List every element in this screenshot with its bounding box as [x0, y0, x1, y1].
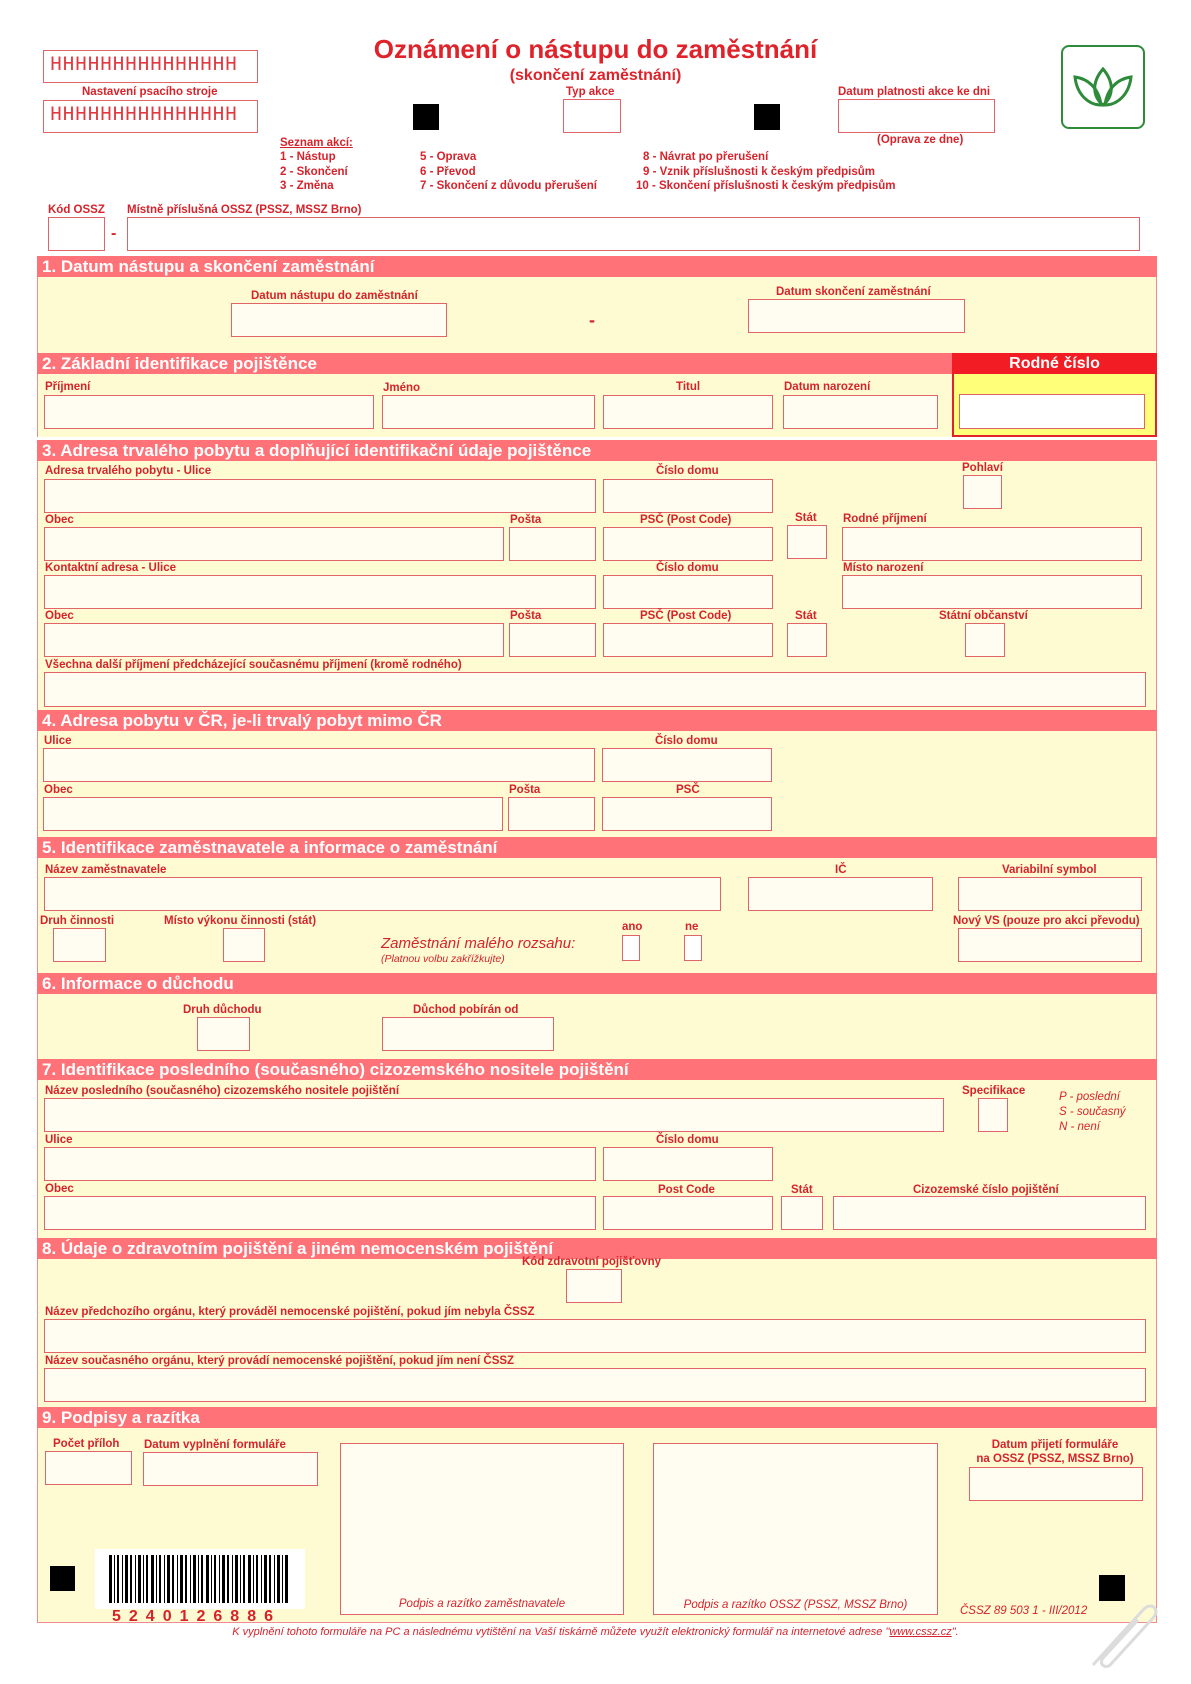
post-code-label: Post Code — [658, 1184, 715, 1196]
druh-duchodu-label: Druh důchodu — [183, 1004, 262, 1016]
misto-vykonu-label: Místo výkonu činnosti (stát) — [164, 915, 317, 927]
post-code-input[interactable] — [603, 1196, 773, 1230]
maly-rozsah-label: Zaměstnání malého rozsahu: — [381, 935, 576, 952]
section-2-header: 2. Základní identifikace pojištěnce — [37, 353, 952, 374]
spec-n-hint: N - není — [1059, 1121, 1100, 1133]
form-code: ČSSZ 89 503 1 - III/2012 — [960, 1605, 1088, 1617]
titul-input[interactable] — [603, 395, 773, 429]
section-9-header: 9. Podpisy a razítka — [37, 1407, 1157, 1428]
datum-platnosti-input[interactable] — [838, 99, 995, 133]
obec-input[interactable] — [44, 527, 504, 561]
nazev-zamestnavatele-label: Název zaměstnavatele — [45, 864, 167, 876]
datum-prijeti-input[interactable] — [969, 1467, 1143, 1501]
footer-note-text: K vyplnění tohoto formuláře na PC a následnému vytištění na Vaší tiskárně můžete využít elektronický formulář na internetové adrese " — [232, 1626, 890, 1638]
specifikace-input[interactable] — [978, 1098, 1008, 1132]
obec-label: Obec — [44, 784, 73, 796]
ulice-label: Adresa trvalého pobytu - Ulice — [45, 465, 212, 477]
form-subtitle: (skončení zaměstnání) — [509, 67, 682, 84]
kod-ossz-input[interactable] — [48, 217, 105, 251]
footer-note-end: ". — [951, 1626, 959, 1638]
podpis-zamestnavatele-box[interactable] — [340, 1443, 624, 1615]
pocet-priloh-label: Počet příloh — [53, 1438, 120, 1450]
rodne-cislo-input[interactable] — [959, 394, 1145, 429]
stat-2-input[interactable] — [787, 623, 827, 657]
section-1-header: 1. Datum nástupu a skončení zaměstnání — [37, 256, 1157, 277]
stat-2-label: Stát — [795, 610, 817, 622]
section-6-header: 6. Informace o důchodu — [37, 973, 1157, 994]
rodne-prijmeni-input[interactable] — [842, 527, 1142, 561]
stat-input[interactable] — [787, 525, 827, 559]
obec-label: Obec — [45, 514, 74, 526]
posta-label: Pošta — [510, 514, 542, 526]
psc-label: PSČ — [676, 784, 700, 796]
cizo-cislo-label: Cizozemské číslo pojištění — [913, 1184, 1059, 1196]
stat-label: Stát — [791, 1184, 813, 1196]
specifikace-label: Specifikace — [962, 1085, 1026, 1097]
barcode-icon — [95, 1549, 305, 1609]
psc-2-label: PSČ (Post Code) — [640, 610, 732, 622]
registration-mark — [413, 104, 439, 130]
podpis-ossz-box[interactable] — [653, 1443, 938, 1615]
dalsi-prijmeni-label: Všechna další příjmení předcházející současnému příjmení (kromě rodného) — [45, 659, 462, 671]
psc-label: PSČ (Post Code) — [640, 514, 732, 526]
action-list-item: 5 - Oprava — [420, 151, 477, 163]
section-4-header: 4. Adresa pobytu v ČR, je-li trvalý pobyt mimo ČR — [37, 710, 1157, 731]
datum-platnosti-label: Datum platnosti akce ke dni — [838, 86, 991, 98]
action-list-item: 10 - Skončení příslušnosti k českým předpisům — [636, 180, 896, 192]
variabilni-symbol-input[interactable] — [958, 877, 1142, 911]
ne-label: ne — [685, 921, 699, 933]
printer-setting-field-top: HHHHHHHHHHHHHHH — [43, 50, 258, 83]
psc-input[interactable] — [603, 527, 773, 561]
registration-mark — [50, 1566, 75, 1591]
rodne-prijmeni-label: Rodné příjmení — [843, 513, 927, 525]
footer-note — [0, 1626, 1191, 1638]
datum-skonceni-input[interactable] — [748, 299, 965, 333]
novy-vs-label: Nový VS (pouze pro akci převodu) — [953, 915, 1140, 927]
posta-2-label: Pošta — [510, 610, 542, 622]
nazev-zamestnavatele-input[interactable] — [44, 877, 721, 911]
posta-input[interactable] — [509, 527, 596, 561]
seznam-akci-title: Seznam akcí: — [280, 137, 353, 149]
stat-input[interactable] — [781, 1196, 823, 1230]
date-range-dash: - — [589, 310, 595, 330]
duchod-pobiran-input[interactable] — [382, 1017, 554, 1051]
misto-vykonu-input[interactable] — [223, 928, 265, 962]
kod-ossz-label: Kód OSSZ — [48, 204, 105, 216]
posta-input[interactable] — [508, 797, 595, 831]
datum-vyplneni-label: Datum vyplnění formuláře — [144, 1439, 286, 1451]
cislo-domu-input[interactable] — [603, 479, 773, 513]
spec-p-hint: P - poslední — [1059, 1091, 1120, 1103]
datum-skonceni-label: Datum skončení zaměstnání — [776, 286, 931, 298]
platnou-volbu-hint: (Platnou volbu zakřížkujte) — [381, 953, 505, 965]
kontakt-ulice-label: Kontaktní adresa - Ulice — [45, 562, 177, 574]
mistne-ossz-label: Místně příslušná OSSZ (PSSZ, MSSZ Brno) — [127, 204, 362, 216]
obec-label: Obec — [45, 1183, 74, 1195]
cislo-domu-label: Číslo domu — [656, 1134, 719, 1146]
ulice-input[interactable] — [44, 479, 596, 513]
stat-label: Stát — [795, 512, 817, 524]
cislo-domu-2-label: Číslo domu — [656, 562, 719, 574]
ano-checkbox[interactable] — [622, 935, 640, 961]
ic-label: IČ — [835, 864, 847, 876]
dalsi-prijmeni-input[interactable] — [44, 672, 1146, 707]
obec-2-input[interactable] — [44, 623, 504, 657]
printer-setting-field-bottom: HHHHHHHHHHHHHHH — [43, 100, 258, 133]
cssz-logo — [1061, 45, 1145, 129]
cssz-link[interactable]: www.cssz.cz — [889, 1626, 952, 1638]
registration-mark — [754, 104, 780, 130]
ulice-label: Ulice — [44, 735, 72, 747]
obec-input[interactable] — [43, 797, 503, 831]
action-list-item: 3 - Změna — [280, 180, 334, 192]
kod-zp-input[interactable] — [566, 1269, 622, 1303]
datum-prijeti-label-2: na OSSZ (PSSZ, MSSZ Brno) — [976, 1453, 1134, 1465]
variabilni-symbol-label: Variabilní symbol — [1002, 864, 1097, 876]
cizo-cislo-input[interactable] — [833, 1196, 1146, 1230]
ulice-input[interactable] — [43, 748, 595, 782]
podpis-zamestnavatele-label: Podpis a razítko zaměstnavatele — [398, 1598, 566, 1610]
ano-label: ano — [622, 921, 643, 933]
soucasny-organ-input[interactable] — [44, 1368, 1146, 1402]
predchozi-organ-label: Název předchozího orgánu, který prováděl nemocenské pojištění, pokud jím nebyla ČSSZ — [45, 1306, 535, 1318]
cislo-domu-input[interactable] — [602, 748, 772, 782]
action-list-item: 7 - Skončení z důvodu přerušení — [420, 180, 598, 192]
datum-narozeni-input[interactable] — [783, 395, 938, 429]
printer-setting-label: Nastavení psacího stroje — [82, 86, 218, 98]
ic-input[interactable] — [748, 877, 933, 911]
spec-s-hint: S - současný — [1059, 1106, 1126, 1118]
posta-2-input[interactable] — [509, 623, 596, 657]
kod-zp-label: Kód zdravotní pojišťovny — [522, 1256, 662, 1268]
podpis-ossz-label: Podpis a razítko OSSZ (PSSZ, MSSZ Brno) — [683, 1599, 908, 1611]
action-list-item: 6 - Převod — [420, 166, 476, 178]
cislo-domu-2-input[interactable] — [603, 575, 773, 609]
druh-cinnosti-label: Druh činnosti — [40, 915, 115, 927]
ulice-label: Ulice — [45, 1134, 73, 1146]
cislo-domu-label: Číslo domu — [655, 735, 718, 747]
rodne-cislo-header: Rodné číslo — [952, 353, 1157, 374]
psc-input[interactable] — [602, 797, 772, 831]
novy-vs-input[interactable] — [958, 928, 1142, 962]
section-7-header: 7. Identifikace posledního (současného) cizozemského nositele pojištění — [37, 1059, 1157, 1080]
jmeno-label: Jméno — [383, 382, 421, 394]
ossz-dash: - — [111, 225, 117, 242]
paperclip-icon — [1083, 1585, 1163, 1675]
druh-duchodu-input[interactable] — [197, 1017, 250, 1051]
section-5-header: 5. Identifikace zaměstnavatele a informace o zaměstnání — [37, 837, 1157, 858]
section-8-header: 8. Údaje o zdravotním pojištění a jiném nemocenském pojištění — [37, 1238, 1157, 1259]
prijmeni-input[interactable] — [44, 395, 374, 429]
pohlavi-label: Pohlaví — [962, 462, 1003, 474]
datum-prijeti-label: Datum přijetí formuláře — [991, 1439, 1119, 1451]
statni-obcanstvi-input[interactable] — [965, 623, 1005, 657]
datum-nastupu-label: Datum nástupu do zaměstnání — [251, 290, 418, 302]
ne-checkbox[interactable] — [684, 935, 702, 961]
soucasny-organ-label: Název současného orgánu, který provádí nemocenské pojištění, pokud jím není ČSSZ — [45, 1355, 515, 1367]
datum-nastupu-input[interactable] — [231, 303, 447, 337]
pohlavi-input[interactable] — [963, 475, 1002, 509]
action-list-item: 9 - Vznik příslušnosti k českým předpisům — [643, 166, 875, 178]
cislo-domu-label: Číslo domu — [656, 465, 719, 477]
misto-narozeni-label: Místo narození — [843, 562, 924, 574]
statni-obcanstvi-label: Státní občanství — [939, 610, 1028, 622]
datum-vyplneni-input[interactable] — [143, 1452, 318, 1486]
typ-akce-input[interactable] — [563, 99, 621, 133]
action-list-item: 8 - Návrat po přerušení — [643, 151, 769, 163]
datum-narozeni-label: Datum narození — [784, 381, 871, 393]
prijmeni-label: Příjmení — [45, 381, 91, 393]
obec-input[interactable] — [44, 1196, 596, 1230]
obec-2-label: Obec — [45, 610, 74, 622]
action-list-item: 1 - Nástup — [280, 151, 336, 163]
misto-narozeni-input[interactable] — [842, 575, 1142, 609]
kontakt-ulice-input[interactable] — [44, 575, 596, 609]
barcode — [95, 1549, 305, 1609]
mistne-ossz-input[interactable] — [127, 217, 1140, 251]
form-title: Oznámení o nástupu do zaměstnání — [373, 34, 818, 64]
cislo-domu-input[interactable] — [603, 1147, 773, 1181]
psc-2-input[interactable] — [603, 623, 773, 657]
typ-akce-label: Typ akce — [566, 86, 615, 98]
cizo-nositel-input[interactable] — [44, 1098, 944, 1132]
action-list-item: 2 - Skončení — [280, 166, 348, 178]
titul-label: Titul — [676, 381, 701, 393]
section-3-header: 3. Adresa trvalého pobytu a doplňující identifikační údaje pojištěnce — [37, 440, 1157, 461]
pocet-priloh-input[interactable] — [45, 1451, 132, 1485]
predchozi-organ-input[interactable] — [44, 1319, 1146, 1353]
jmeno-input[interactable] — [382, 395, 595, 429]
oprava-ze-dne-label: (Oprava ze dne) — [877, 134, 964, 146]
ulice-input[interactable] — [44, 1147, 596, 1181]
barcode-number: 5240126886 — [112, 1608, 281, 1625]
posta-label: Pošta — [509, 784, 541, 796]
druh-cinnosti-input[interactable] — [53, 928, 106, 962]
leaf-logo-icon — [1063, 47, 1143, 127]
cizo-nositel-label: Název posledního (současného) cizozemského nositele pojištění — [45, 1085, 400, 1097]
duchod-pobiran-label: Důchod pobírán od — [413, 1004, 519, 1016]
